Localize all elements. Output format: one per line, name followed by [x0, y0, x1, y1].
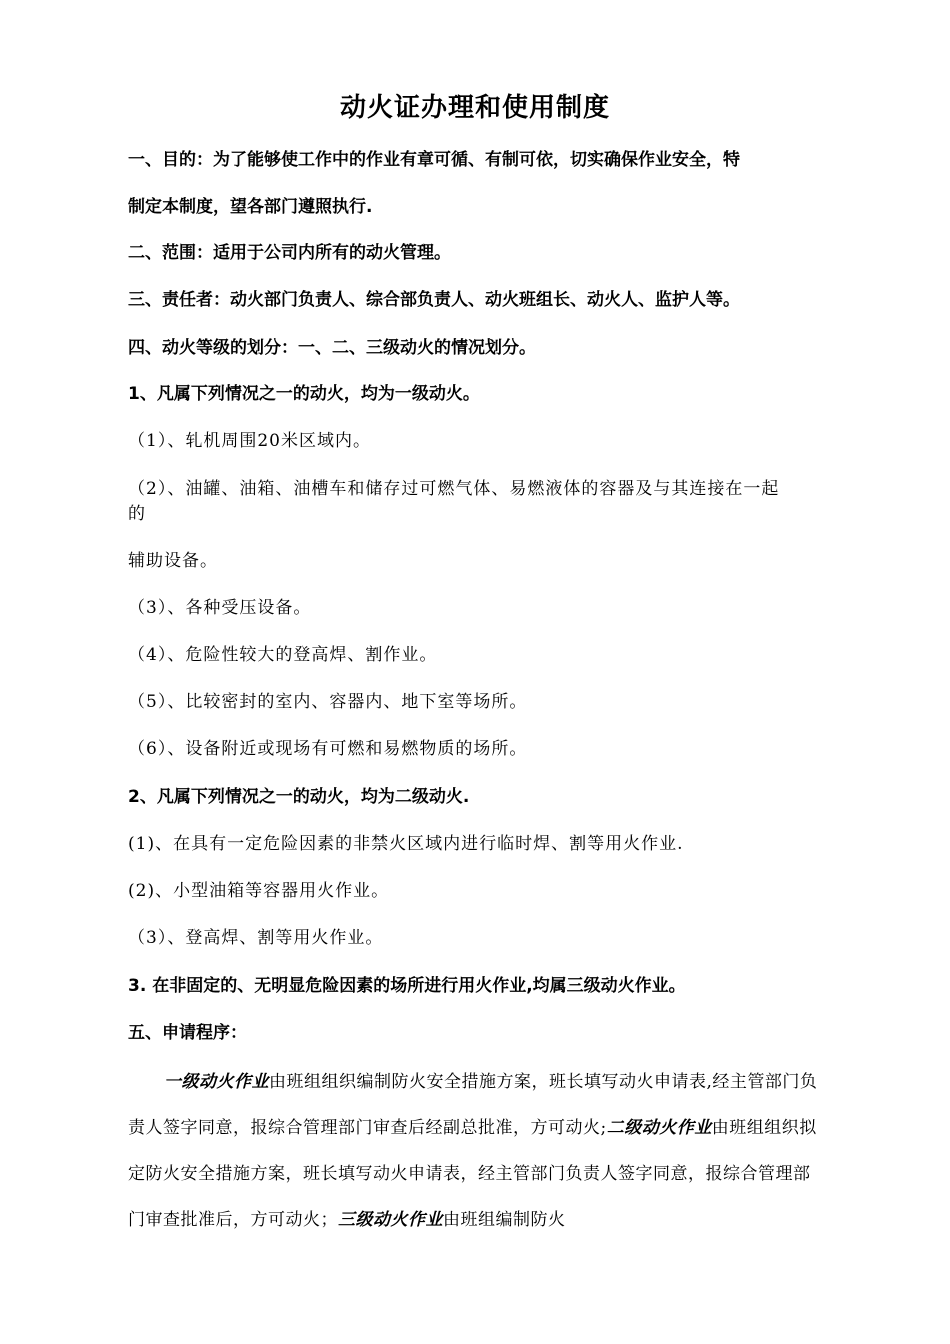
level2-item: （3）、登高焊、割等用火作业。	[128, 928, 384, 948]
section-levels: 四、动火等级的划分：一、二、三级动火的情况划分。	[128, 338, 536, 358]
level1-term: 一级动火作业	[164, 1072, 269, 1092]
level1-item-wrap: 的	[128, 504, 146, 524]
level1-procedure: 由班组组织编制防火安全措施方案，班长填写动火申请表,经主管部门负责人签字同意，报综合管理部门审查后经副总批准，方可动火;	[128, 1072, 818, 1138]
section-responsible: 三、责任者：动火部门负责人、综合部负责人、动火班组长、动火人、监护人等。	[128, 290, 740, 310]
level1-item: （3）、各种受压设备。	[128, 598, 312, 618]
level3-statement: 3. 在非固定的、无明显危险因素的场所进行用火作业,均属三级动火作业。	[128, 976, 686, 996]
document-title: 动火证办理和使用制度	[339, 93, 610, 123]
level1-item-continuation: 辅助设备。	[128, 551, 218, 571]
level2-item: (1)、在具有一定危险因素的非禁火区域内进行临时焊、割等用火作业.	[128, 834, 684, 854]
level1-item: （2）、油罐、油箱、油槽车和储存过可燃气体、易燃液体的容器及与其连接在一起	[128, 479, 780, 499]
level2-procedure: 由班组组织拟定防火安全措施方案，班长填写动火申请表，经主管部门负责人签字同意，报综合管理部门审查批准后，方可动火；	[128, 1118, 817, 1230]
level3-term: 三级动火作业	[338, 1210, 443, 1230]
level1-item: （4）、危险性较大的登高焊、割作业。	[128, 645, 438, 665]
section-purpose-line1: 一、目的：为了能够使工作中的作业有章可循、有制可依，切实确保作业安全，特	[128, 150, 740, 170]
level2-term: 二级动火作业	[606, 1118, 712, 1138]
level1-item: （1）、轧机周围20米区域内。	[128, 431, 371, 451]
section-scope: 二、范围：适用于公司内所有的动火管理。	[128, 243, 451, 263]
section-purpose-line2: 制定本制度，望各部门遵照执行.	[128, 197, 373, 217]
level1-heading: 1、凡属下列情况之一的动火，均为一级动火。	[128, 384, 480, 404]
level3-procedure: 由班组编制防火	[443, 1210, 566, 1230]
level1-item: （5）、比较密封的室内、容器内、地下室等场所。	[128, 692, 528, 712]
level1-item: （6）、设备附近或现场有可燃和易燃物质的场所。	[128, 739, 528, 759]
section-procedure: 五、申请程序：	[128, 1023, 247, 1043]
procedure-paragraph	[128, 1059, 823, 1243]
level2-item: (2)、小型油箱等容器用火作业。	[128, 881, 390, 901]
level2-heading: 2、凡属下列情况之一的动火，均为二级动火.	[128, 787, 470, 807]
